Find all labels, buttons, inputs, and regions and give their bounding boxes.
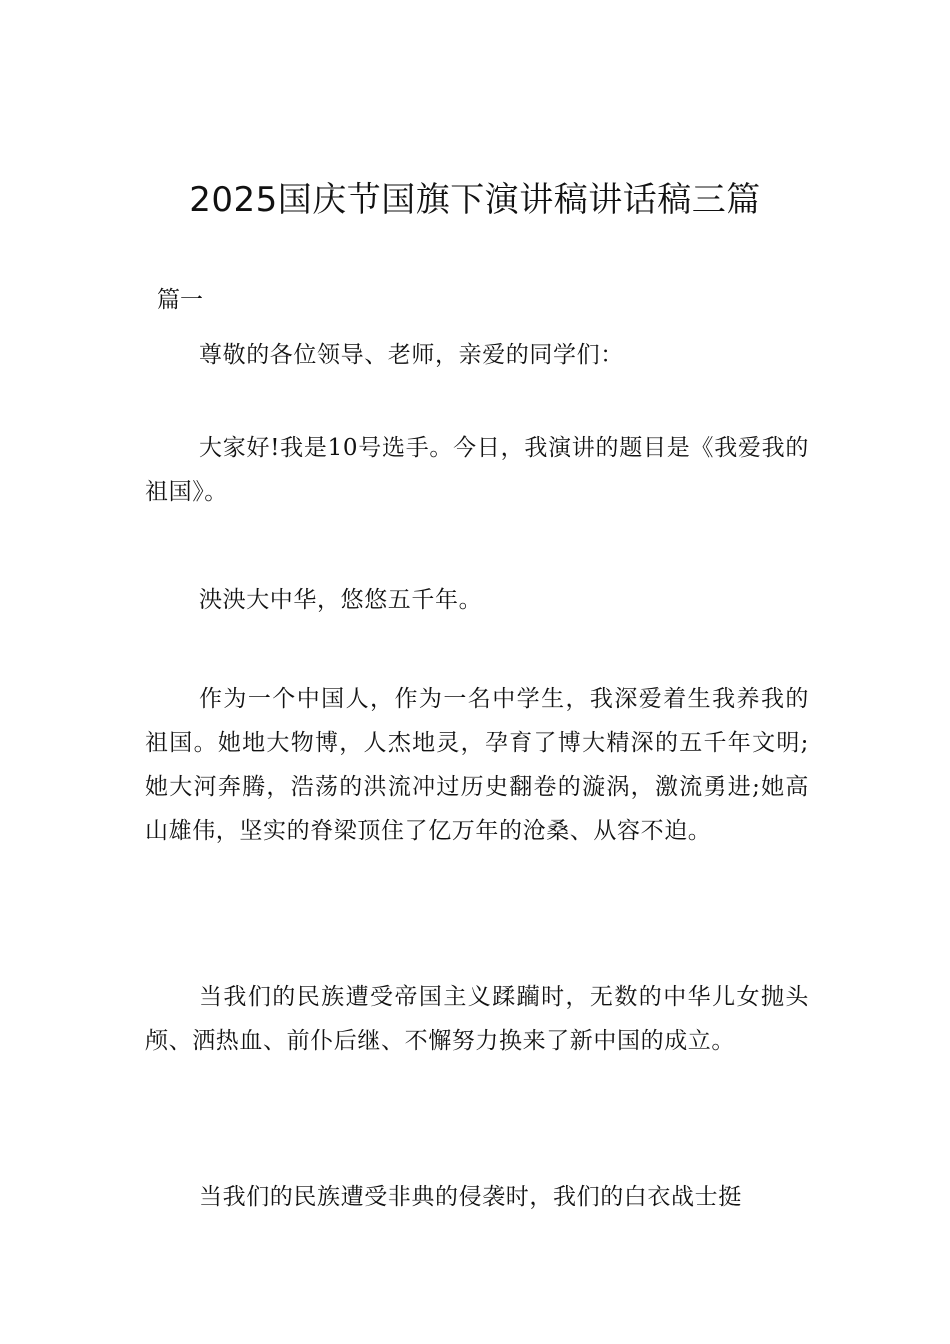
paragraph-greeting: 尊敬的各位领导、老师，亲爱的同学们：: [199, 342, 624, 368]
section-label: 篇一: [157, 287, 203, 313]
paragraph-opening-line: 泱泱大中华，悠悠五千年。: [199, 587, 483, 613]
paragraph-body: 作为一个中国人，作为一名中学生，我深爱着生我养我的祖国。她地大物博，人杰地灵，孕育了博大精深的五千年文明;她大河奔腾，浩荡的洪流冲过历史翻卷的漩涡，激流勇进;她高山雄伟，坚实的脊梁顶住了亿万年的沧桑、从容不迫。: [145, 686, 809, 844]
paragraph-intro: 大家好!我是10号选手。今日，我演讲的题目是《我爱我的祖国》。: [145, 435, 809, 505]
paragraph-sars: 当我们的民族遭受非典的侵袭时，我们的白衣战士挺: [199, 1184, 742, 1210]
paragraph-history: 当我们的民族遭受帝国主义蹂躏时，无数的中华儿女抛头颅、洒热血、前仆后继、不懈努力换来了新中国的成立。: [145, 984, 809, 1054]
document-title: 2025国庆节国旗下演讲稿讲话稿三篇: [189, 180, 761, 220]
